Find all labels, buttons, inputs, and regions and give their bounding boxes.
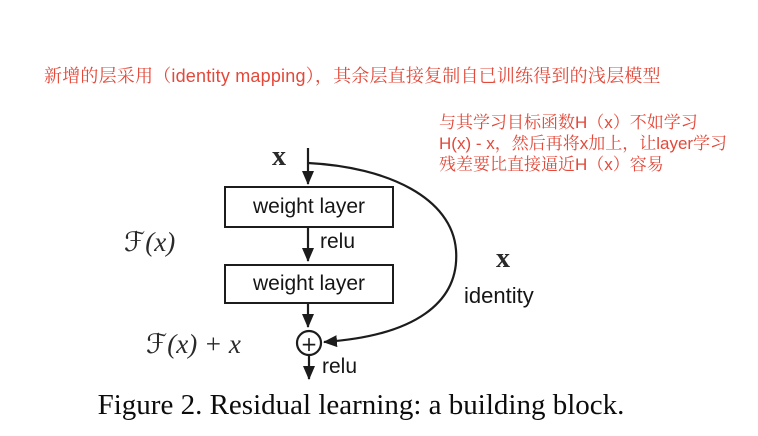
- identity-label: identity: [464, 283, 534, 308]
- relu-out-label: relu: [322, 355, 358, 378]
- annotation-side-note-line3: 残差要比直接逼近H（x）容易: [439, 155, 664, 174]
- weight-layer-1-label: weight layer: [252, 195, 366, 218]
- annotation-side-note-line2: H(x) - x，然后再将x加上，让layer学习: [439, 134, 728, 153]
- annotation-side-note-line1: 与其学习目标函数H（x）不如学习: [439, 113, 698, 132]
- output-sum-label: ℱ(x) + x: [146, 329, 241, 359]
- plus-icon: +: [300, 332, 318, 356]
- figure-caption: Figure 2. Residual learning: a building block.: [97, 389, 625, 421]
- input-x-label: x: [272, 141, 286, 172]
- relu-mid-label: relu: [320, 230, 356, 253]
- annotation-top-note: 新增的层采用（identity mapping），其余层直接复制自已训练得到的浅层模型: [44, 66, 661, 86]
- residual-function-label: ℱ(x): [124, 227, 176, 257]
- weight-layer-2-label: weight layer: [252, 272, 366, 295]
- skip-x-label: x: [496, 243, 510, 274]
